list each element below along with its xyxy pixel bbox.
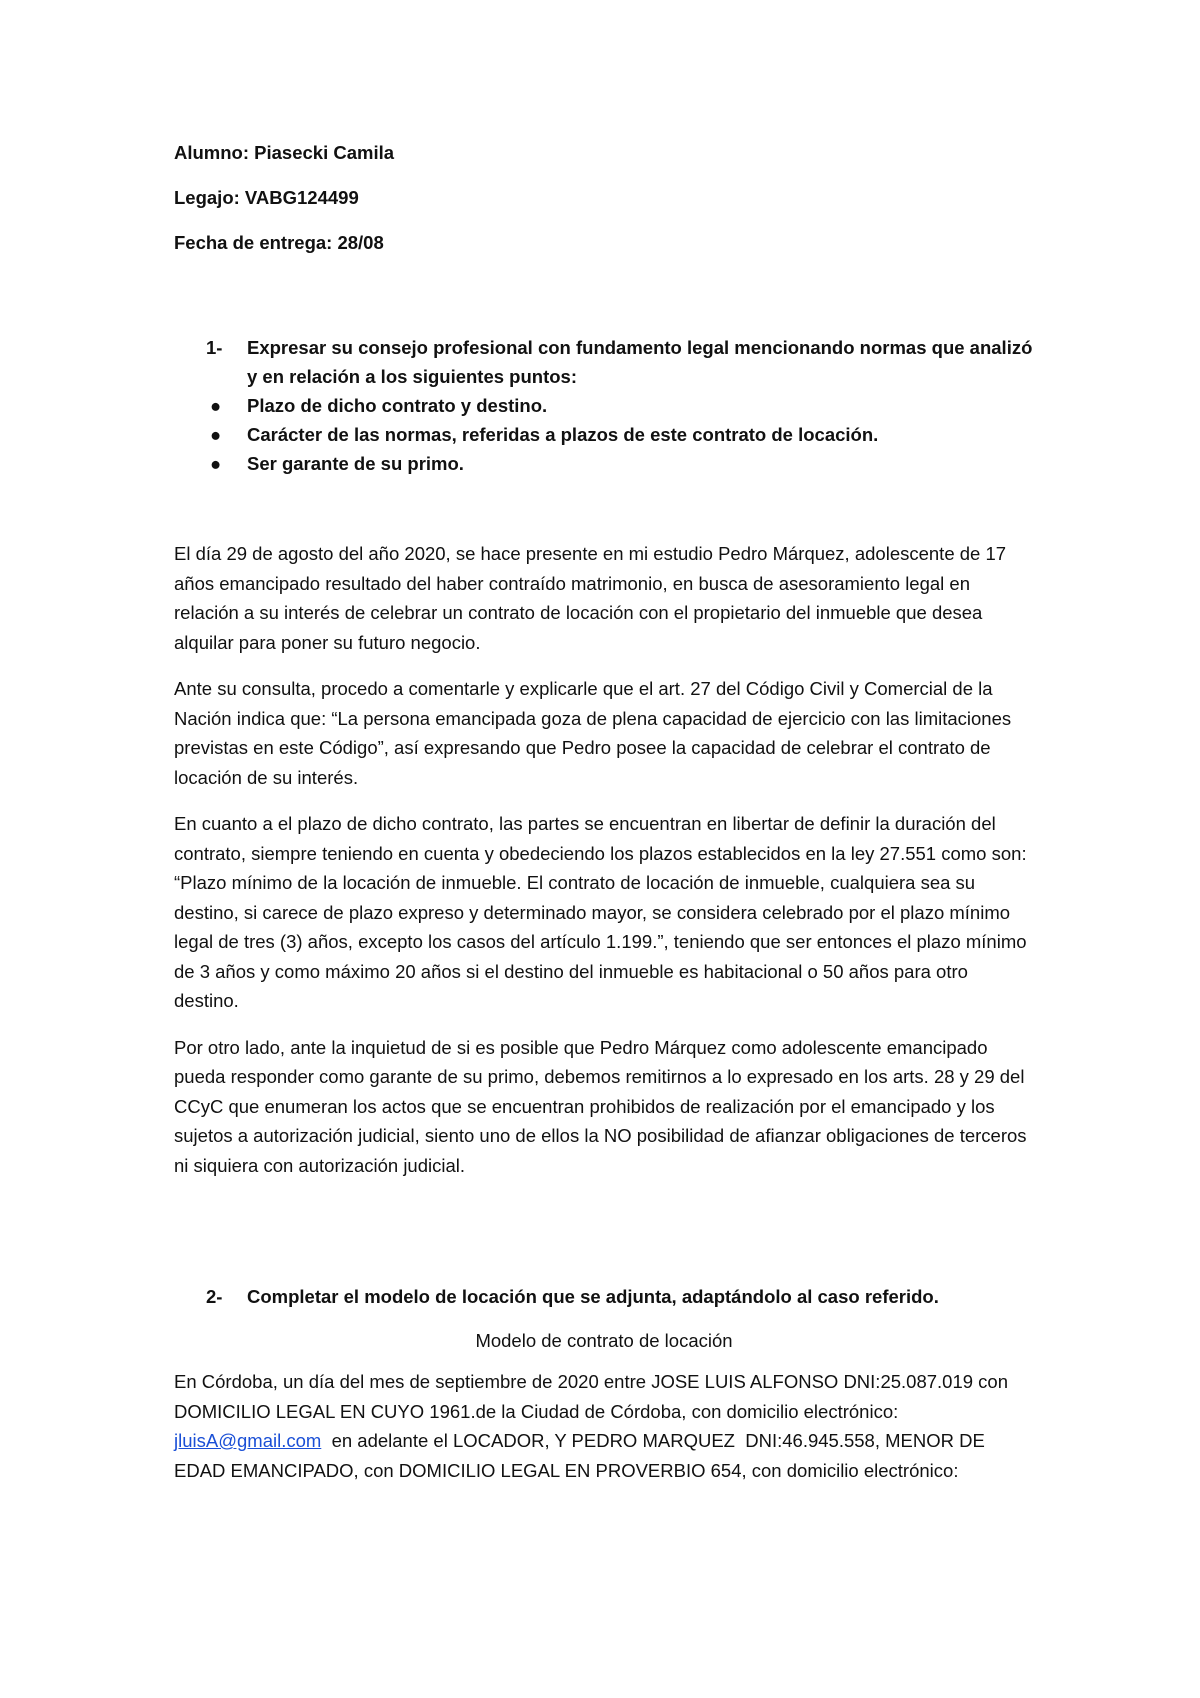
- student-name: Alumno: Piasecki Camila: [174, 142, 395, 163]
- question-1-bullets: [174, 391, 1034, 478]
- bullet-text: Plazo de dicho contrato y destino.: [247, 395, 548, 416]
- model-contract-text: [174, 1367, 1034, 1485]
- question-1-number: 1-: [206, 337, 223, 358]
- delivery-date: Fecha de entrega: 28/08: [174, 232, 384, 253]
- email-link[interactable]: jluisA@gmail.com: [174, 1430, 322, 1451]
- question-1: [174, 333, 1034, 391]
- bullet-item: [174, 449, 1034, 478]
- bullet-text: Carácter de las normas, referidas a plazos de este contrato de locación.: [247, 424, 879, 445]
- paragraph-term: En cuanto a el plazo de dicho contrato, las partes se encuentran en libertar de definir la duración del contrato, siempre teniendo en cuenta y obedeciendo los plazos establecidos en la ley 27.551 como son: “Plazo mínimo de la locación de inmueble. El contrato de locación de inmueble, cualquiera sea su destino, si carece de plazo expreso y determinado mayor, se considera celebrado por el plazo mínimo legal de tres (3) años, excepto los casos del artículo 1.199.”, teniendo que ser entonces el plazo mínimo de 3 años y como máximo 20 años si el destino del inmueble es habitacional o 50 años para otro destino.: [174, 813, 1027, 1011]
- bullet-icon: ●: [210, 424, 222, 445]
- paragraph-capacity: Ante su consulta, procedo a comentarle y explicarle que el art. 27 del Código Civil y Comercial de la Nación indica que: “La persona emancipada goza de plena capacidad de ejercicio con las limitaciones previstas en este Código”, así expresando que Pedro posee la capacidad de celebrar el contrato de locación de su interés.: [174, 678, 1012, 788]
- document-content: [174, 142, 1034, 1485]
- model-text-part-2: en adelante el LOCADOR, Y PEDRO MARQUEZ DNI:46.945.558, MENOR DE EDAD EMANCIPADO, con DOMICILIO LEGAL EN PROVERBIO 654, con domicilio electrónico:: [174, 1430, 990, 1481]
- paragraph-intro: El día 29 de agosto del año 2020, se hace presente en mi estudio Pedro Márquez, adolescente de 17 años emancipado resultado del haber contraído matrimonio, en busca de asesoramiento legal en relación a su interés de celebrar un contrato de locación con el propietario del inmueble que desea alquilar para poner su futuro negocio.: [174, 543, 1007, 653]
- question-2-text: Completar el modelo de locación que se adjunta, adaptándolo al caso referido.: [247, 1286, 939, 1307]
- paragraph-guarantor: Por otro lado, ante la inquietud de si es posible que Pedro Márquez como adolescente emancipado pueda responder como garante de su primo, debemos remitirnos a lo expresado en los arts. 28 y 29 del CCyC que enumeran los actos que se encuentran prohibidos de realización por el emancipado y los sujetos a autorización judicial, siento uno de ellos la NO posibilidad de afianzar obligaciones de terceros ni siquiera con autorización judicial.: [174, 1036, 1027, 1176]
- bullet-item: [174, 420, 1034, 449]
- bullet-item: [174, 391, 1034, 420]
- question-2: [174, 1282, 1034, 1311]
- model-title: Modelo de contrato de locación: [475, 1330, 733, 1351]
- file-number: Legajo: VABG124499: [174, 187, 359, 208]
- question-2-number: 2-: [206, 1286, 223, 1307]
- question-1-text: Expresar su consejo profesional con fundamento legal mencionando normas que analizó y en relación a los siguientes puntos:: [247, 337, 1033, 387]
- bullet-text: Ser garante de su primo.: [247, 453, 464, 474]
- model-text-part-1: En Córdoba, un día del mes de septiembre de 2020 entre JOSE LUIS ALFONSO DNI:25.087.019 con DOMICILIO LEGAL EN CUYO 1961.de la Ciudad de Córdoba, con domicilio electrónico:: [174, 1371, 1009, 1422]
- bullet-icon: ●: [210, 395, 222, 416]
- bullet-icon: ●: [210, 453, 222, 474]
